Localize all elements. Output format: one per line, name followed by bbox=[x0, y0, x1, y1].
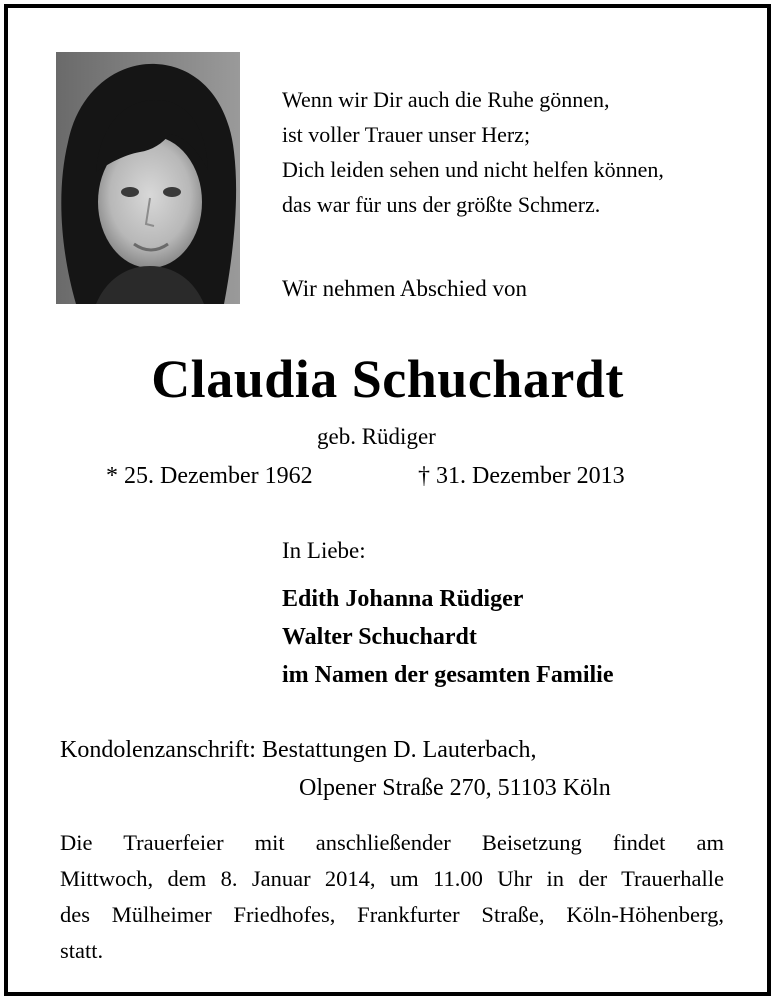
service-line: statt. bbox=[60, 938, 104, 963]
condolence-address bbox=[60, 731, 611, 807]
farewell-line: Wir nehmen Abschied von bbox=[282, 276, 527, 301]
maiden-name: geb. Rüdiger bbox=[317, 424, 436, 449]
portrait-photo bbox=[56, 52, 240, 304]
deceased-name: Claudia Schuchardt bbox=[151, 349, 624, 409]
portrait-image bbox=[56, 52, 240, 304]
poem bbox=[282, 82, 664, 222]
condolence-line-2: Olpener Straße 270, 51103 Köln bbox=[299, 775, 611, 801]
service-line: Mittwoch, dem 8. Januar 2014, um 11.00 Uhr in der Trauerhalle bbox=[60, 866, 724, 891]
mourner-name: Edith Johanna Rüdiger bbox=[282, 586, 524, 612]
funeral-service-info bbox=[60, 825, 724, 969]
poem-line: Dich leiden sehen und nicht helfen können, bbox=[282, 157, 664, 182]
obituary-notice bbox=[4, 4, 771, 996]
in-love-label: In Liebe: bbox=[282, 538, 366, 563]
mourners-list bbox=[282, 580, 614, 694]
condolence-line-1: Kondolenzanschrift: Bestattungen D. Lauterbach, bbox=[60, 737, 537, 763]
mourner-name: Walter Schuchardt bbox=[282, 624, 477, 650]
poem-line: ist voller Trauer unser Herz; bbox=[282, 122, 531, 147]
service-line: des Mülheimer Friedhofes, Frankfurter Straße, Köln-Höhenberg, bbox=[60, 902, 724, 927]
birth-date: * 25. Dezember 1962 bbox=[106, 463, 313, 489]
mourner-family: im Namen der gesamten Familie bbox=[282, 662, 614, 688]
service-line: Die Trauerfeier mit anschließender Beisetzung findet am bbox=[60, 830, 724, 855]
poem-line: Wenn wir Dir auch die Ruhe gönnen, bbox=[282, 87, 610, 112]
poem-line: das war für uns der größte Schmerz. bbox=[282, 192, 601, 217]
death-date: † 31. Dezember 2013 bbox=[418, 463, 625, 489]
